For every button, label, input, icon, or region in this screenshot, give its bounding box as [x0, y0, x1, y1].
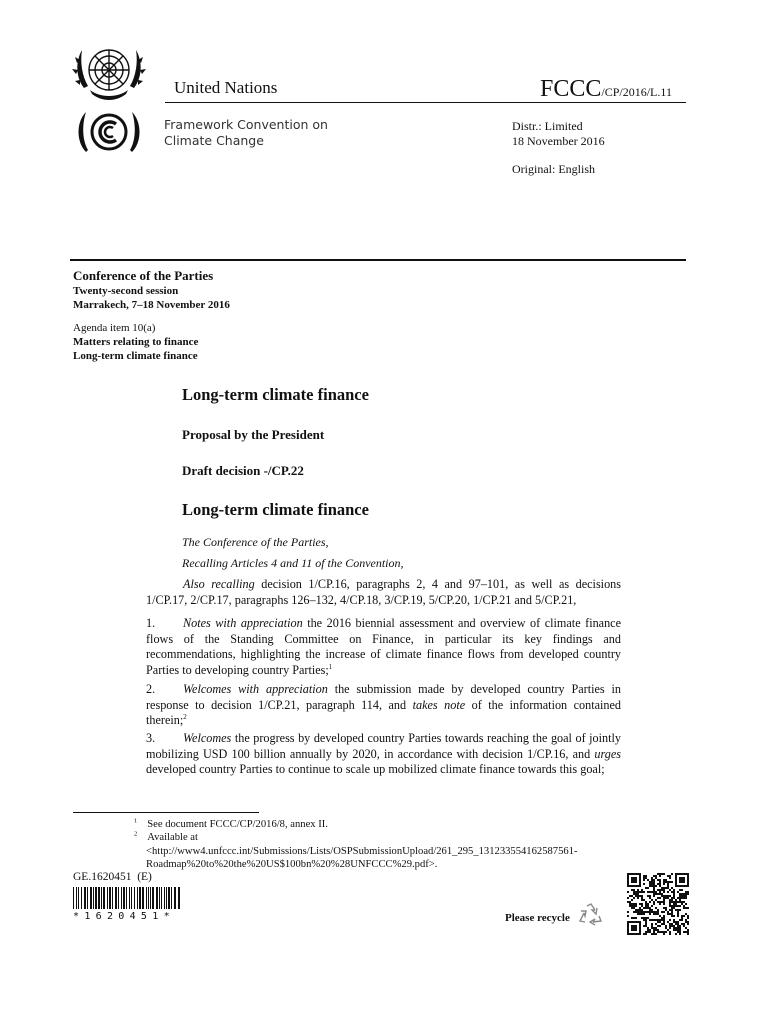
preamble-2: Recalling Articles 4 and 11 of the Convention, — [182, 556, 404, 570]
agenda-item: Agenda item 10(a) — [73, 322, 156, 334]
symbol-main: FCCC — [540, 76, 602, 102]
para-3-em-2: urges — [594, 746, 621, 761]
para-3-number: 3. — [146, 731, 156, 745]
para-3-text-2: developed country Parties to continue to scale up mobilized climate finance towards this goal; — [146, 762, 605, 777]
para-3-em: Welcomes — [183, 731, 232, 745]
distr: Distr.: Limited — [512, 119, 583, 133]
footnote-1-mark: 1 — [134, 817, 138, 825]
org-name: United Nations — [174, 78, 278, 97]
para-2-em-2: takes note — [412, 697, 466, 712]
footnote-2-mark: 2 — [134, 830, 138, 838]
para-also-em: Also recalling — [183, 577, 255, 591]
session-body: Conference of the Parties — [73, 268, 214, 283]
paragraph-3 — [146, 731, 621, 778]
footnote-2-line-3: Roadmap%20to%20the%20US$100bn%20%28UNFCCC%29.pdf>. — [146, 859, 438, 871]
para-2-text-2: of the information contained therein; — [146, 697, 621, 728]
footnote-separator — [73, 812, 259, 813]
un-emblem-icon — [70, 40, 148, 108]
unfccc-line1: Framework Convention on — [164, 117, 328, 132]
paragraph-2 — [146, 682, 621, 729]
footnote-1 — [134, 818, 328, 831]
unfccc-logo-icon — [70, 108, 148, 158]
footnote-2-line-2: <http://www4.unfccc.int/Submissions/Lists/OSPSubmissionUpload/261_295_131233554162587561- — [146, 846, 578, 857]
footnote-2-line-1: Available at — [147, 832, 198, 843]
footnote-ref-1: 1 — [328, 662, 333, 671]
para-3-text-1: the progress by developed country Parties towards reaching the goal of jointly mobilizing USD 100 billion annually by 2020, in accordance with decision 1/CP.16, and — [146, 731, 621, 761]
date: 18 November 2016 — [512, 134, 605, 148]
paragraph-1 — [146, 616, 621, 678]
original-language: Original: English — [512, 162, 595, 176]
document-title: Long-term climate finance — [182, 385, 369, 404]
para-1-text: the 2016 biennial assessment and overview of climate finance flows of the Standing Committee on Finance, in particular its key findings and recommendations, highlighting the increase of climate finance flows from developed country Parties to developing country Parties; — [146, 616, 621, 677]
para-2-number: 2. — [146, 682, 156, 696]
para-2-text-1: the submission made by developed country Parties in response to decision 1/CP.21, paragraph 114, and — [146, 682, 621, 712]
recycle-icon — [578, 902, 604, 926]
ge-number: GE.1620451 (E) — [73, 871, 152, 883]
proposal-line: Proposal by the President — [182, 427, 325, 442]
para-1-number: 1. — [146, 616, 156, 630]
footnote-1-text: See document FCCC/CP/2016/8, annex II. — [147, 819, 328, 830]
decision-title: Long-term climate finance — [182, 500, 369, 519]
header-rule — [165, 102, 686, 103]
paragraph-also-recalling — [146, 577, 621, 608]
barcode-icon — [73, 887, 181, 909]
qr-code-icon — [627, 873, 689, 935]
footnote-2-link — [146, 845, 636, 871]
preamble-1: The Conference of the Parties, — [182, 535, 329, 549]
barcode-text: *1620451* — [73, 911, 175, 922]
unfccc-name — [164, 117, 328, 149]
agenda-title-1: Matters relating to finance — [73, 336, 199, 348]
thick-rule — [70, 259, 686, 261]
please-recycle: Please recycle — [505, 912, 570, 924]
footnote-ref-2: 2 — [183, 713, 187, 722]
document-symbol — [540, 76, 672, 103]
footnote-2 — [134, 831, 198, 844]
session-name: Twenty-second session — [73, 285, 179, 297]
agenda-title-2: Long-term climate finance — [73, 350, 198, 362]
para-2-em: Welcomes with appreciation — [183, 682, 328, 696]
para-also-text: decision 1/CP.16, paragraphs 2, 4 and 97–101, as well as decisions 1/CP.17, 2/CP.17, paragraphs 126–132, 4/CP.18, 3/CP.19, 5/CP.20, 1/CP.21 and 5/CP.21, — [146, 577, 622, 607]
session-place-date: Marrakech, 7–18 November 2016 — [73, 299, 230, 311]
draft-decision-line: Draft decision -/CP.22 — [182, 463, 304, 478]
unfccc-line2: Climate Change — [164, 133, 264, 148]
para-1-em: Notes with appreciation — [183, 616, 303, 630]
distribution-block — [512, 119, 605, 177]
symbol-rest: /CP/2016/L.11 — [601, 85, 672, 99]
